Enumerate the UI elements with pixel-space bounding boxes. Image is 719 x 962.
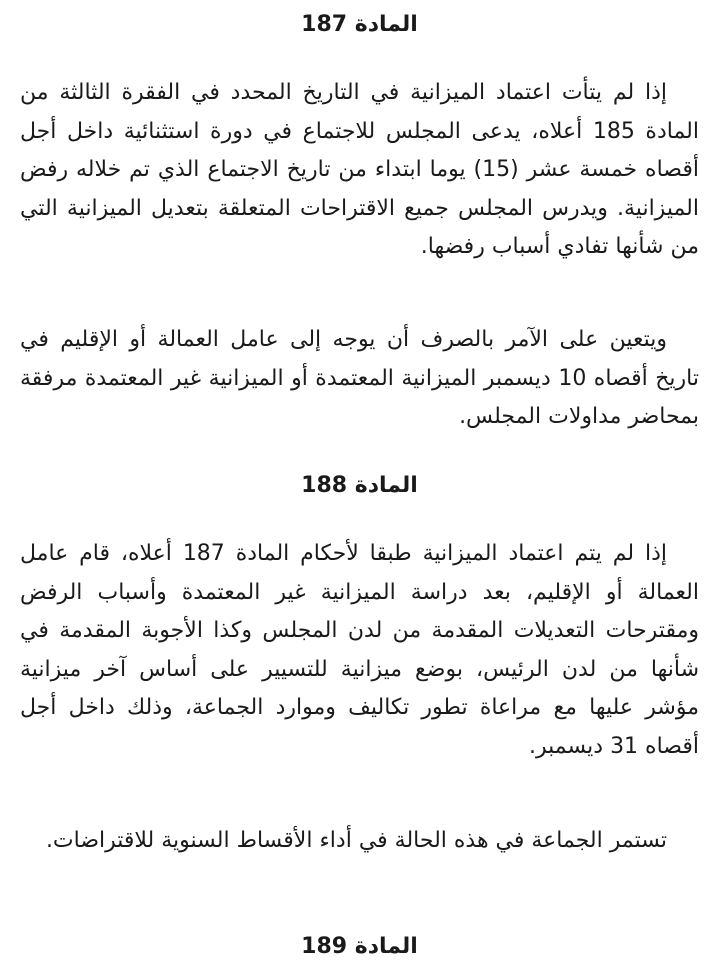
article-187-heading: المادة 187	[301, 12, 418, 37]
article-187-paragraph-2: ويتعين على الآمر بالصرف أن يوجه إلى عامل العمالة أو الإقليم في تاريخ أقصاه 10 ديسمبر الميزانية المعتمدة أو الميزانية غير المعتمدة مرفقة بمحاضر مداولات المجلس.	[20, 327, 699, 429]
article-188-heading: المادة 188	[301, 473, 418, 498]
article-187-paragraph-1: إذا لم يتأت اعتماد الميزانية في التاريخ المحدد في الفقرة الثالثة من المادة 185 أعلاه، يدعى المجلس للاجتماع في دورة استثنائية داخل أجل أقصاه خمسة عشر (15) يوما ابتداء من تاريخ الاجتماع الذي تم خلاله رفض الميزانية. ويدرس المجلس جميع الاقتراحات المتعلقة بتعديل الميزانية التي من شأنها تفادي أسباب رفضها.	[20, 80, 699, 259]
article-189-heading-partial	[20, 928, 699, 959]
article-188-paragraph-1: إذا لم يتم اعتماد الميزانية طبقا لأحكام المادة 187 أعلاه، قام عامل العمالة أو الإقليم، بعد دراسة الميزانية غير المعتمدة وأسباب الرفض ومقترحات التعديلات المقدمة من لدن المجلس وكذا الأجوبة المقدمة في شأنها من لدن الرئيس، بوضع ميزانية للتسيير على أساس آخر ميزانية مؤشر عليها مع مراعاة تطور تكاليف وموارد الجماعة، وذلك داخل أجل أقصاه 31 ديسمبر.	[20, 541, 699, 759]
article-188-paragraph-2: تستمر الجماعة في هذه الحالة في أداء الأقساط السنوية للاقتراضات.	[45, 828, 667, 853]
article-189-heading-text: المادة 189	[301, 934, 418, 959]
